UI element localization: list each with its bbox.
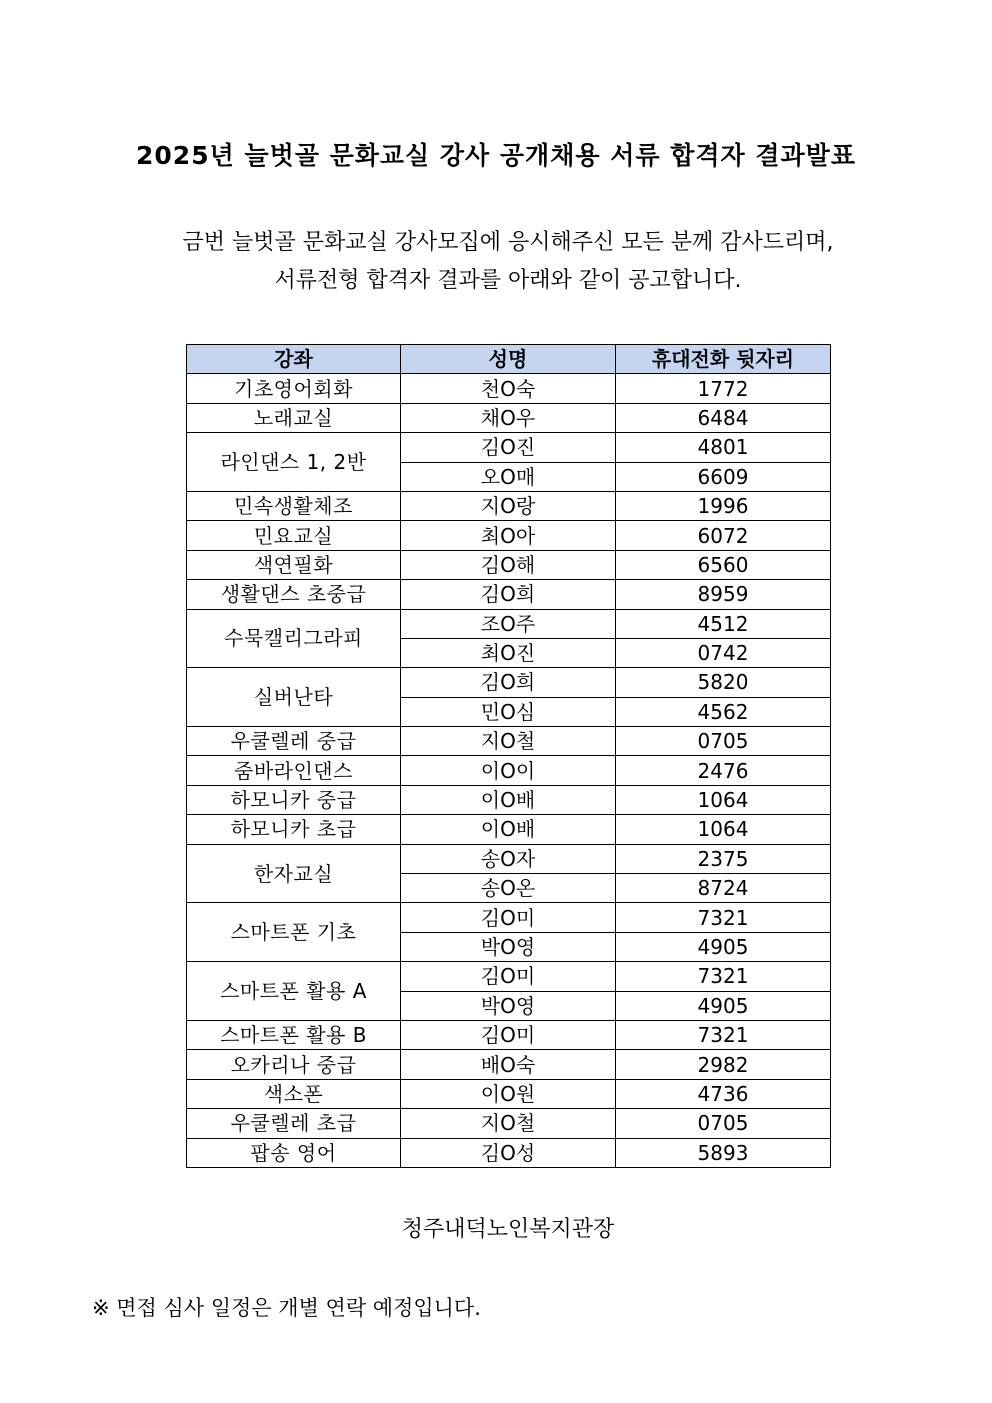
table-row <box>187 844 831 873</box>
name-cell: 지O철 <box>401 1109 616 1138</box>
course-cell: 줌바라인댄스 <box>187 756 401 785</box>
phone-cell: 6609 <box>616 462 831 491</box>
phone-cell: 4801 <box>616 433 831 462</box>
phone-cell: 6560 <box>616 550 831 579</box>
phone-cell: 0705 <box>616 1109 831 1138</box>
page-title: 2025년 늘벗골 문화교실 강사 공개채용 서류 합격자 결과발표 <box>136 141 856 170</box>
phone-cell: 6072 <box>616 521 831 550</box>
phone-cell: 5893 <box>616 1138 831 1167</box>
course-cell: 민요교실 <box>187 521 401 550</box>
name-cell: 이O이 <box>401 756 616 785</box>
name-cell: 김O미 <box>401 962 616 991</box>
course-cell: 라인댄스 1, 2반 <box>187 433 401 492</box>
phone-cell: 8724 <box>616 874 831 903</box>
table-row <box>187 1109 831 1138</box>
name-cell: 이O배 <box>401 785 616 814</box>
table-row <box>187 491 831 520</box>
course-cell: 색연필화 <box>187 550 401 579</box>
course-cell: 하모니카 초급 <box>187 815 401 844</box>
name-cell: 송O자 <box>401 844 616 873</box>
name-cell: 조O주 <box>401 609 616 638</box>
name-cell: 김O희 <box>401 580 616 609</box>
name-cell: 박O영 <box>401 932 616 961</box>
table-row <box>187 433 831 462</box>
header-phone: 휴대전화 뒷자리 <box>616 345 831 374</box>
intro-line-2: 서류전형 합격자 결과를 아래와 같이 공고합니다. <box>274 268 742 293</box>
name-cell: 지O철 <box>401 727 616 756</box>
table-row <box>187 815 831 844</box>
name-cell: 천O숙 <box>401 374 616 403</box>
course-cell: 스마트폰 기초 <box>187 903 401 962</box>
name-cell: 송O온 <box>401 874 616 903</box>
phone-cell: 0705 <box>616 727 831 756</box>
course-cell: 노래교실 <box>187 403 401 432</box>
table-row <box>187 374 831 403</box>
table-row <box>187 1079 831 1108</box>
name-cell: 김O미 <box>401 1020 616 1049</box>
phone-cell: 5820 <box>616 668 831 697</box>
name-cell: 최O아 <box>401 521 616 550</box>
name-cell: 김O미 <box>401 903 616 932</box>
table-row <box>187 962 831 991</box>
table-row <box>187 403 831 432</box>
name-cell: 박O영 <box>401 991 616 1020</box>
table-row <box>187 668 831 697</box>
name-cell: 김O해 <box>401 550 616 579</box>
table-row <box>187 609 831 638</box>
course-cell: 스마트폰 활용 A <box>187 962 401 1021</box>
name-cell: 지O랑 <box>401 491 616 520</box>
name-cell: 김O성 <box>401 1138 616 1167</box>
phone-cell: 8959 <box>616 580 831 609</box>
table-header-row <box>187 345 831 374</box>
phone-cell: 2982 <box>616 1050 831 1079</box>
name-cell: 이O배 <box>401 815 616 844</box>
course-cell: 오카리나 중급 <box>187 1050 401 1079</box>
course-cell: 한자교실 <box>187 844 401 903</box>
name-cell: 김O진 <box>401 433 616 462</box>
course-cell: 스마트폰 활용 B <box>187 1020 401 1049</box>
phone-cell: 4736 <box>616 1079 831 1108</box>
course-cell: 민속생활체조 <box>187 491 401 520</box>
table-row <box>187 756 831 785</box>
phone-cell: 6484 <box>616 403 831 432</box>
phone-cell: 4512 <box>616 609 831 638</box>
course-cell: 실버난타 <box>187 668 401 727</box>
phone-cell: 7321 <box>616 962 831 991</box>
table-row <box>187 785 831 814</box>
course-cell: 하모니카 중급 <box>187 785 401 814</box>
course-cell: 수묵캘리그라피 <box>187 609 401 668</box>
results-table <box>186 344 831 1168</box>
course-cell: 생활댄스 초중급 <box>187 580 401 609</box>
phone-cell: 2476 <box>616 756 831 785</box>
phone-cell: 0742 <box>616 638 831 667</box>
phone-cell: 4562 <box>616 697 831 726</box>
intro-line-1: 금번 늘벗골 문화교실 강사모집에 응시해주신 모든 분께 감사드리며, <box>182 230 834 255</box>
name-cell: 민O심 <box>401 697 616 726</box>
course-cell: 기초영어회화 <box>187 374 401 403</box>
intro-paragraph <box>0 224 992 300</box>
course-cell: 팝송 영어 <box>187 1138 401 1167</box>
phone-cell: 1996 <box>616 491 831 520</box>
results-table-body <box>187 374 831 1168</box>
table-row <box>187 903 831 932</box>
header-course: 강좌 <box>187 345 401 374</box>
name-cell: 배O숙 <box>401 1050 616 1079</box>
table-row <box>187 521 831 550</box>
organization-signature: 청주내덕노인복지관장 <box>401 1217 615 1242</box>
name-cell: 김O희 <box>401 668 616 697</box>
phone-cell: 1064 <box>616 815 831 844</box>
phone-cell: 4905 <box>616 932 831 961</box>
name-cell: 채O우 <box>401 403 616 432</box>
header-name: 성명 <box>401 345 616 374</box>
interview-note: ※ 면접 심사 일정은 개별 연락 예정입니다. <box>92 1296 481 1320</box>
table-row <box>187 1020 831 1049</box>
table-row <box>187 1138 831 1167</box>
table-row <box>187 550 831 579</box>
name-cell: 최O진 <box>401 638 616 667</box>
name-cell: 이O원 <box>401 1079 616 1108</box>
course-cell: 우쿨렐레 중급 <box>187 727 401 756</box>
phone-cell: 7321 <box>616 1020 831 1049</box>
table-row <box>187 580 831 609</box>
phone-cell: 2375 <box>616 844 831 873</box>
course-cell: 우쿨렐레 초급 <box>187 1109 401 1138</box>
phone-cell: 4905 <box>616 991 831 1020</box>
name-cell: 오O매 <box>401 462 616 491</box>
phone-cell: 1772 <box>616 374 831 403</box>
table-row <box>187 1050 831 1079</box>
phone-cell: 7321 <box>616 903 831 932</box>
phone-cell: 1064 <box>616 785 831 814</box>
table-row <box>187 727 831 756</box>
course-cell: 색소폰 <box>187 1079 401 1108</box>
